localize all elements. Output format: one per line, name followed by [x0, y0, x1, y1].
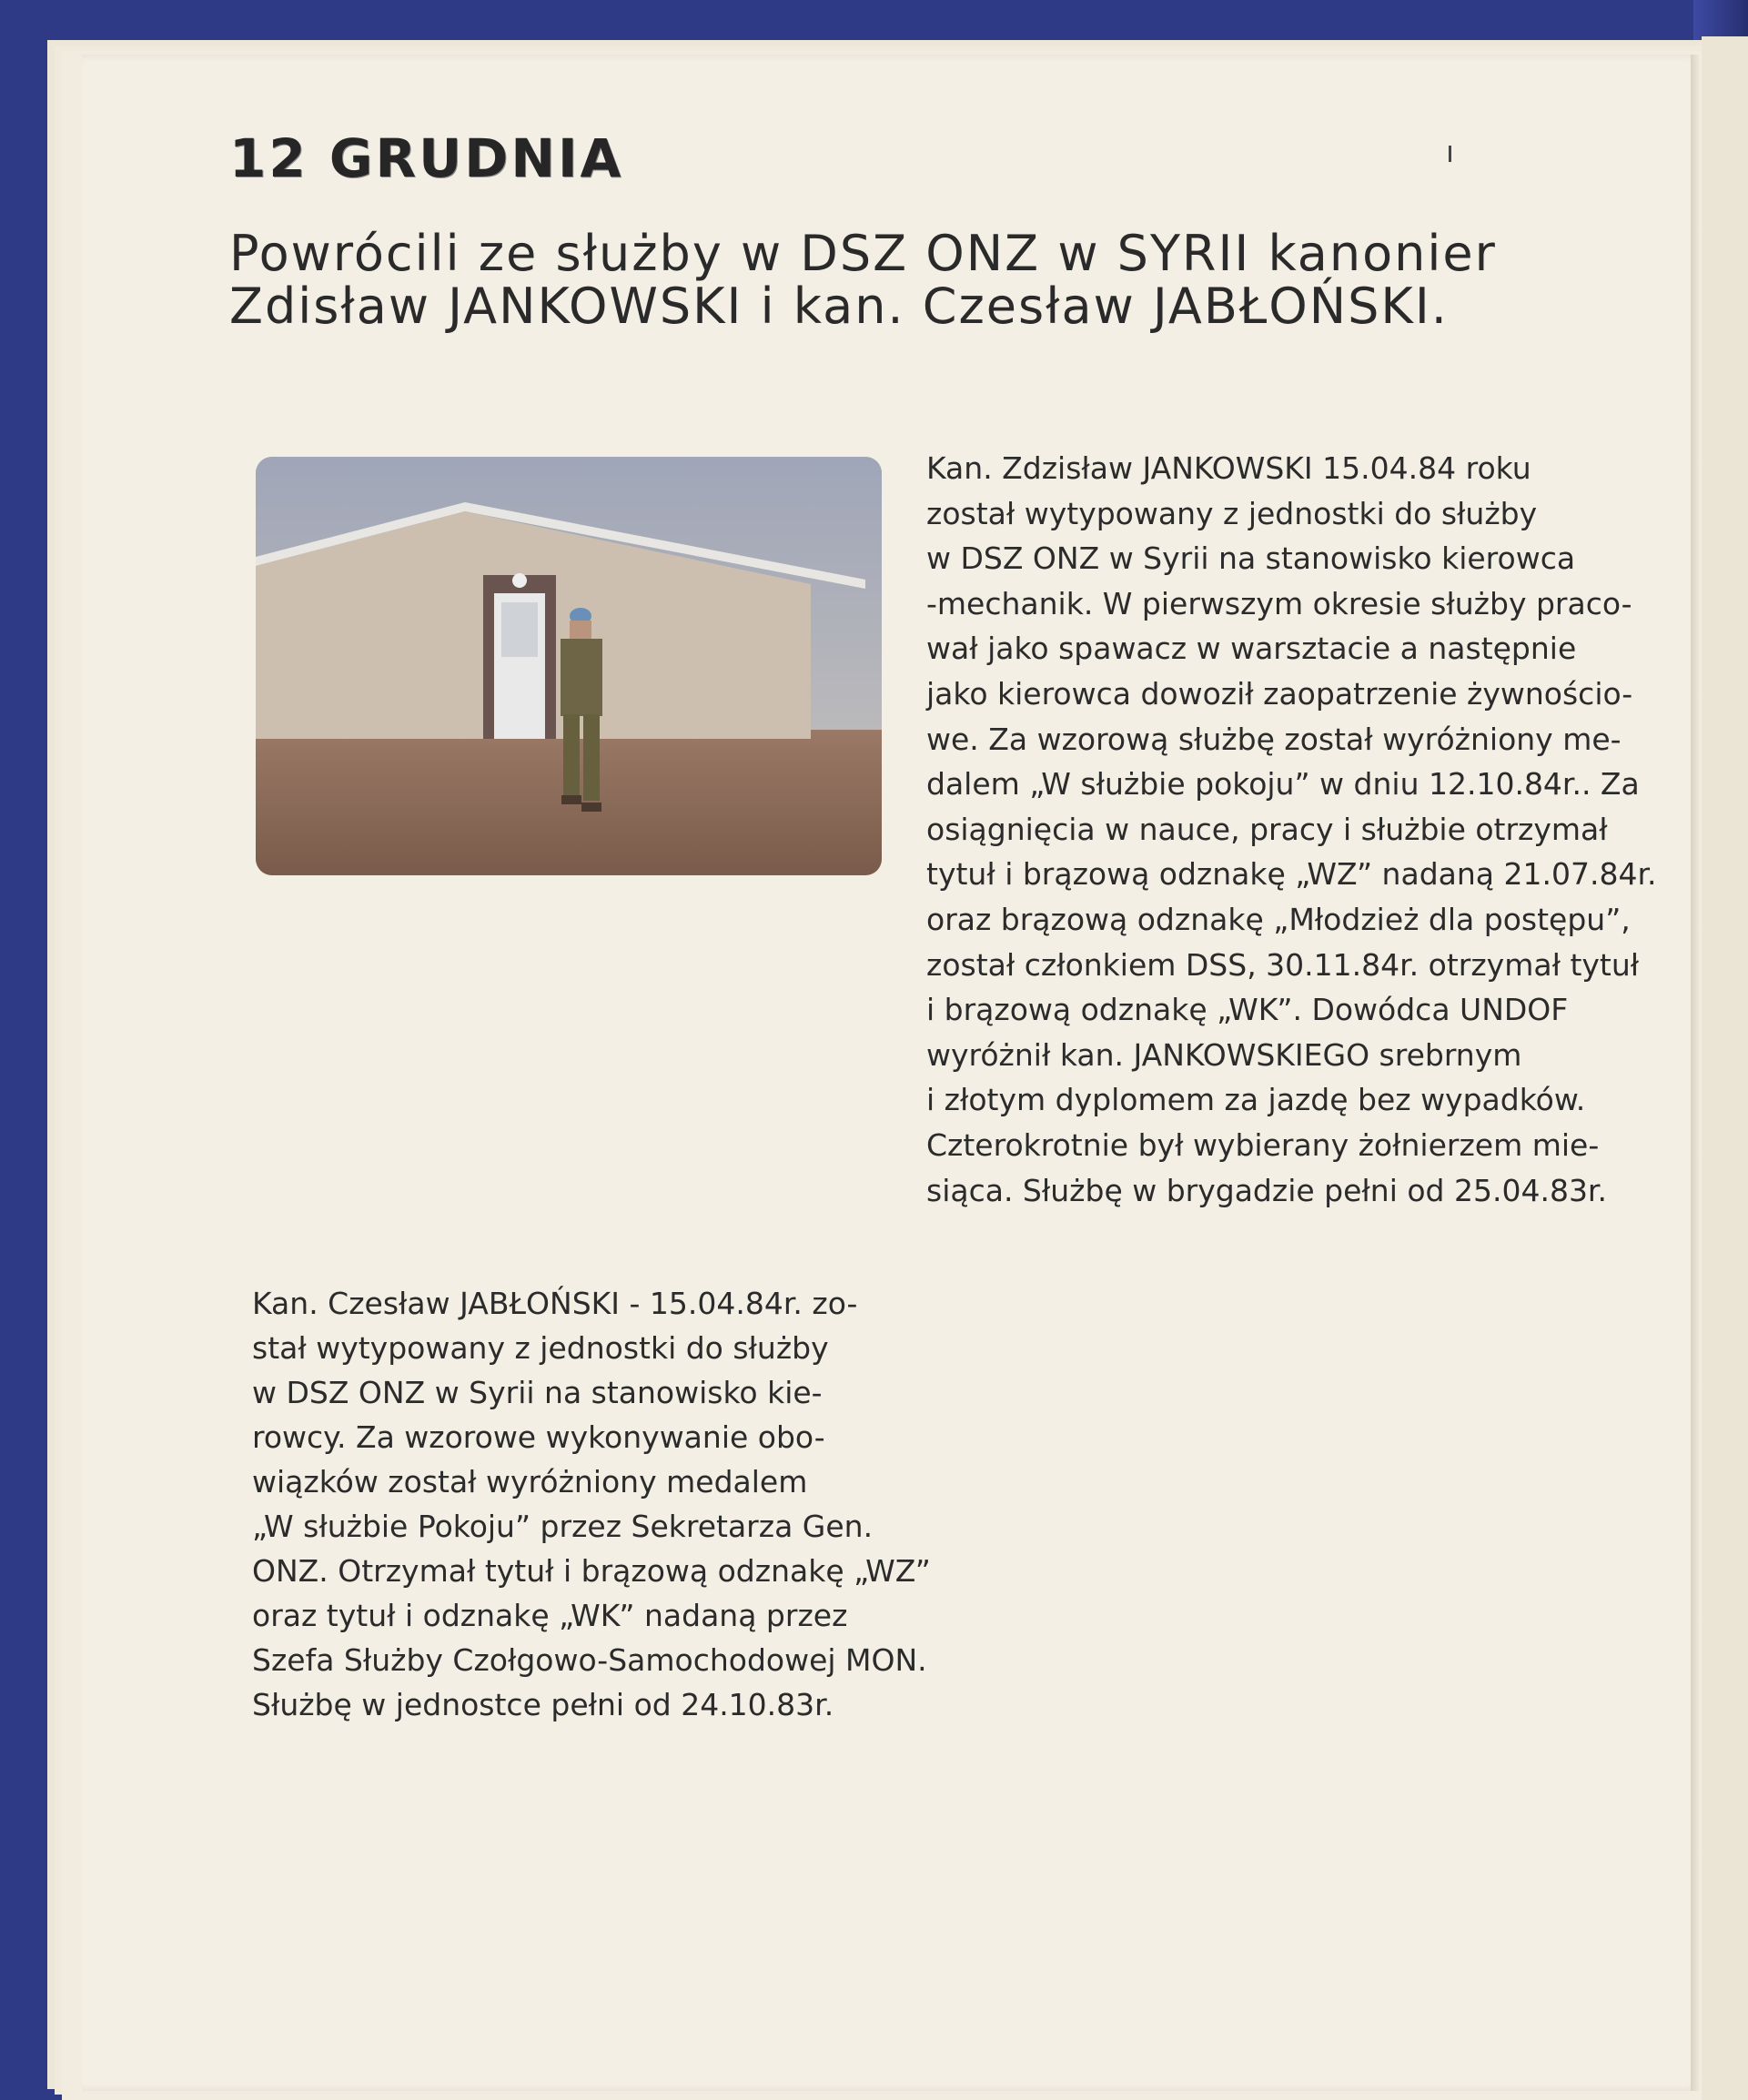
bio-line: i złotym dyplomem za jazdę bez wypadków. — [926, 1082, 1586, 1118]
facing-page-edge — [1702, 36, 1748, 2100]
bio-line: rowcy. Za wzorowe wykonywanie obo- — [252, 1419, 825, 1455]
photo-soldier-barrack — [256, 457, 882, 875]
bio-line: stał wytypowany z jednostki do służby — [252, 1330, 829, 1366]
bio-line: wał jako spawacz w warsztacie a następnie — [926, 631, 1577, 667]
headline — [229, 227, 1594, 333]
headline-line: Zdisław JANKOWSKI i kan. Czesław JABŁOŃSKI. — [229, 278, 1449, 335]
bio-line: -mechanik. W pierwszym okresie służby praco- — [926, 585, 1632, 621]
bio-line: ONZ. Otrzymał tytuł i brązową odznakę „WZ” — [252, 1553, 931, 1589]
bio-line: oraz tytuł i odznakę „WK” nadaną przez — [252, 1598, 848, 1633]
bio-line: został wytypowany z jednostki do służby — [926, 495, 1538, 531]
bio-line: osiągnięcia w nauce, pracy i służbie otrzymał — [926, 811, 1608, 847]
bio-line: Kan. Czesław JABŁOŃSKI - 15.04.84r. zo- — [252, 1286, 858, 1321]
bio-line: Czterokrotnie był wybierany żołnierzem mie- — [926, 1126, 1600, 1163]
bio-line: dalem „W służbie pokoju” w dniu 12.10.84r.. Za — [926, 766, 1640, 803]
bio-line: Szefa Służby Czołgowo-Samochodowej MON. — [252, 1642, 927, 1678]
bio-line: Kan. Zdzisław JANKOWSKI 15.04.84 roku — [926, 450, 1531, 486]
photo-image — [256, 457, 882, 875]
bio-line: oraz brązową odznakę „Młodzież dla postępu”, — [926, 901, 1631, 937]
bio-line: został członkiem DSS, 30.11.84r. otrzymał tytuł — [926, 946, 1640, 983]
bio-line: we. Za wzorową służbę został wyróżniony me- — [926, 721, 1622, 757]
bio-line: tytuł i brązową odznakę „WZ” nadaną 21.07.84r. — [926, 856, 1657, 893]
bio-line: wyróżnił kan. JANKOWSKIEGO srebrnym — [926, 1036, 1522, 1073]
bio-line: Służbę w jednostce pełni od 24.10.83r. — [252, 1687, 834, 1722]
pen-mark — [1449, 146, 1451, 162]
bio-jankowski — [926, 446, 1656, 1213]
bio-line: i brązową odznakę „WK”. Dowódca UNDOF — [926, 992, 1569, 1028]
bio-jablonski — [252, 1281, 931, 1727]
date-heading: 12 GRUDNIA — [229, 127, 624, 189]
bio-line: w DSZ ONZ w Syrii na stanowisko kie- — [252, 1375, 823, 1410]
bio-line: wiązków został wyróżniony medalem — [252, 1464, 808, 1499]
binding-shadow — [1691, 55, 1702, 2091]
bio-line: siąca. Służbę w brygadzie pełni od 25.04.83r. — [926, 1172, 1607, 1208]
headline-line: Powrócili ze służby w DSZ ONZ w SYRII kanonier — [229, 225, 1497, 282]
bio-line: „W służbie Pokoju” przez Sekretarza Gen. — [252, 1509, 874, 1544]
bio-line: w DSZ ONZ w Syrii na stanowisko kierowca — [926, 540, 1576, 577]
bio-line: jako kierowca dowoził zaopatrzenie żywnościo- — [926, 675, 1633, 712]
